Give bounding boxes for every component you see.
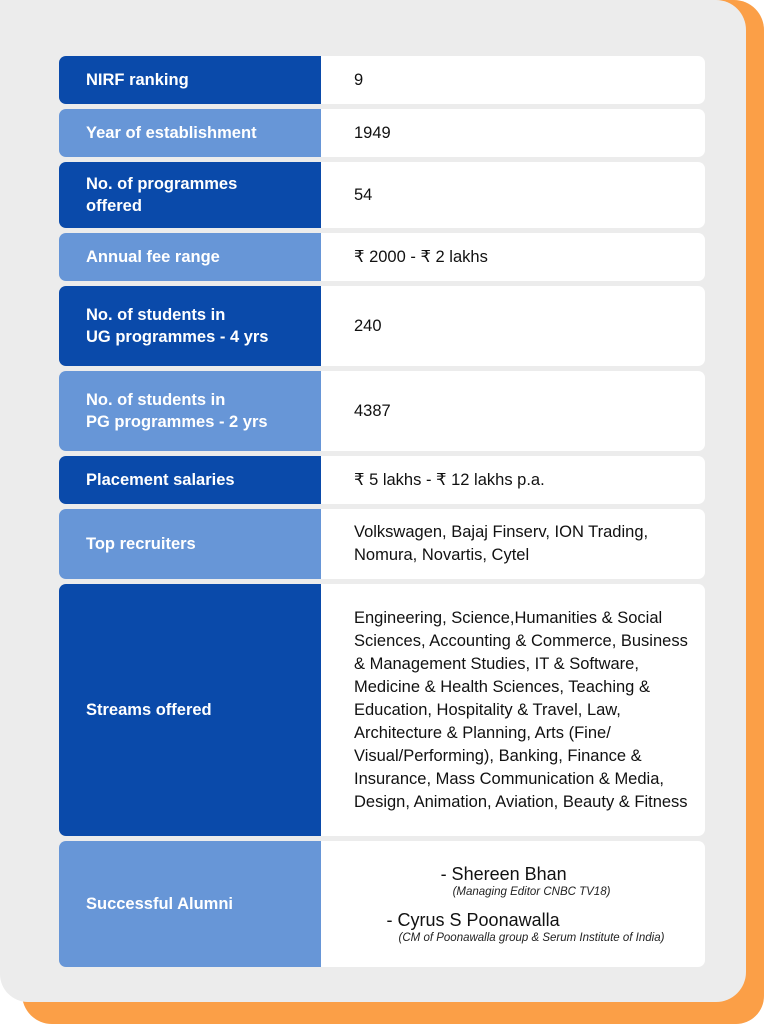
row-label: No. of students in PG programmes - 2 yrs xyxy=(59,371,321,451)
row-placement-salaries xyxy=(59,456,705,504)
alumni-list xyxy=(321,841,705,967)
row-programmes-offered xyxy=(59,162,705,228)
row-value: 4387 xyxy=(321,371,705,451)
row-value: ₹ 2000 - ₹ 2 lakhs xyxy=(321,233,705,281)
row-value: 9 xyxy=(321,56,705,104)
row-value: 1949 xyxy=(321,109,705,157)
row-streams-offered xyxy=(59,584,705,836)
alumni-entry xyxy=(387,909,665,945)
row-label: Year of establishment xyxy=(59,109,321,157)
row-value: 54 xyxy=(321,162,705,228)
row-ug-students xyxy=(59,286,705,366)
alumni-name: - Shereen Bhan xyxy=(440,864,567,884)
row-nirf-ranking xyxy=(59,56,705,104)
row-annual-fee-range xyxy=(59,233,705,281)
alumni-role: (CM of Poonawalla group & Serum Institute of India) xyxy=(398,932,665,944)
row-pg-students xyxy=(59,371,705,451)
row-label: No. of students in UG programmes - 4 yrs xyxy=(59,286,321,366)
row-value: Engineering, Science,Humanities & Social Sciences, Accounting & Commerce, Business & Management Studies, IT & Software, Medicine & Health Sciences, Teaching & Education, Hospitality & Travel, Law, Architecture & Planning, Arts (Fine/ Visual/Performing), Banking, Finance & Insurance, Mass Communication & Media, Design, Animation, Aviation, Beauty & Fitness xyxy=(321,584,705,836)
row-label: NIRF ranking xyxy=(59,56,321,104)
row-label: Annual fee range xyxy=(59,233,321,281)
alumni-role: (Managing Editor CNBC TV18) xyxy=(452,886,611,898)
row-top-recruiters xyxy=(59,509,705,579)
row-label: Top recruiters xyxy=(59,509,321,579)
row-label: Successful Alumni xyxy=(59,841,321,967)
alumni-entry xyxy=(441,863,611,899)
row-value: Volkswagen, Bajaj Finserv, ION Trading, Nomura, Novartis, Cytel xyxy=(321,509,705,579)
row-value: 240 xyxy=(321,286,705,366)
row-year-of-establishment xyxy=(59,109,705,157)
row-value: ₹ 5 lakhs - ₹ 12 lakhs p.a. xyxy=(321,456,705,504)
row-label: No. of programmes offered xyxy=(59,162,321,228)
row-label: Streams offered xyxy=(59,584,321,836)
row-successful-alumni xyxy=(59,841,705,967)
row-label: Placement salaries xyxy=(59,456,321,504)
college-info-table xyxy=(59,56,705,972)
alumni-name: - Cyrus S Poonawalla xyxy=(386,910,560,930)
